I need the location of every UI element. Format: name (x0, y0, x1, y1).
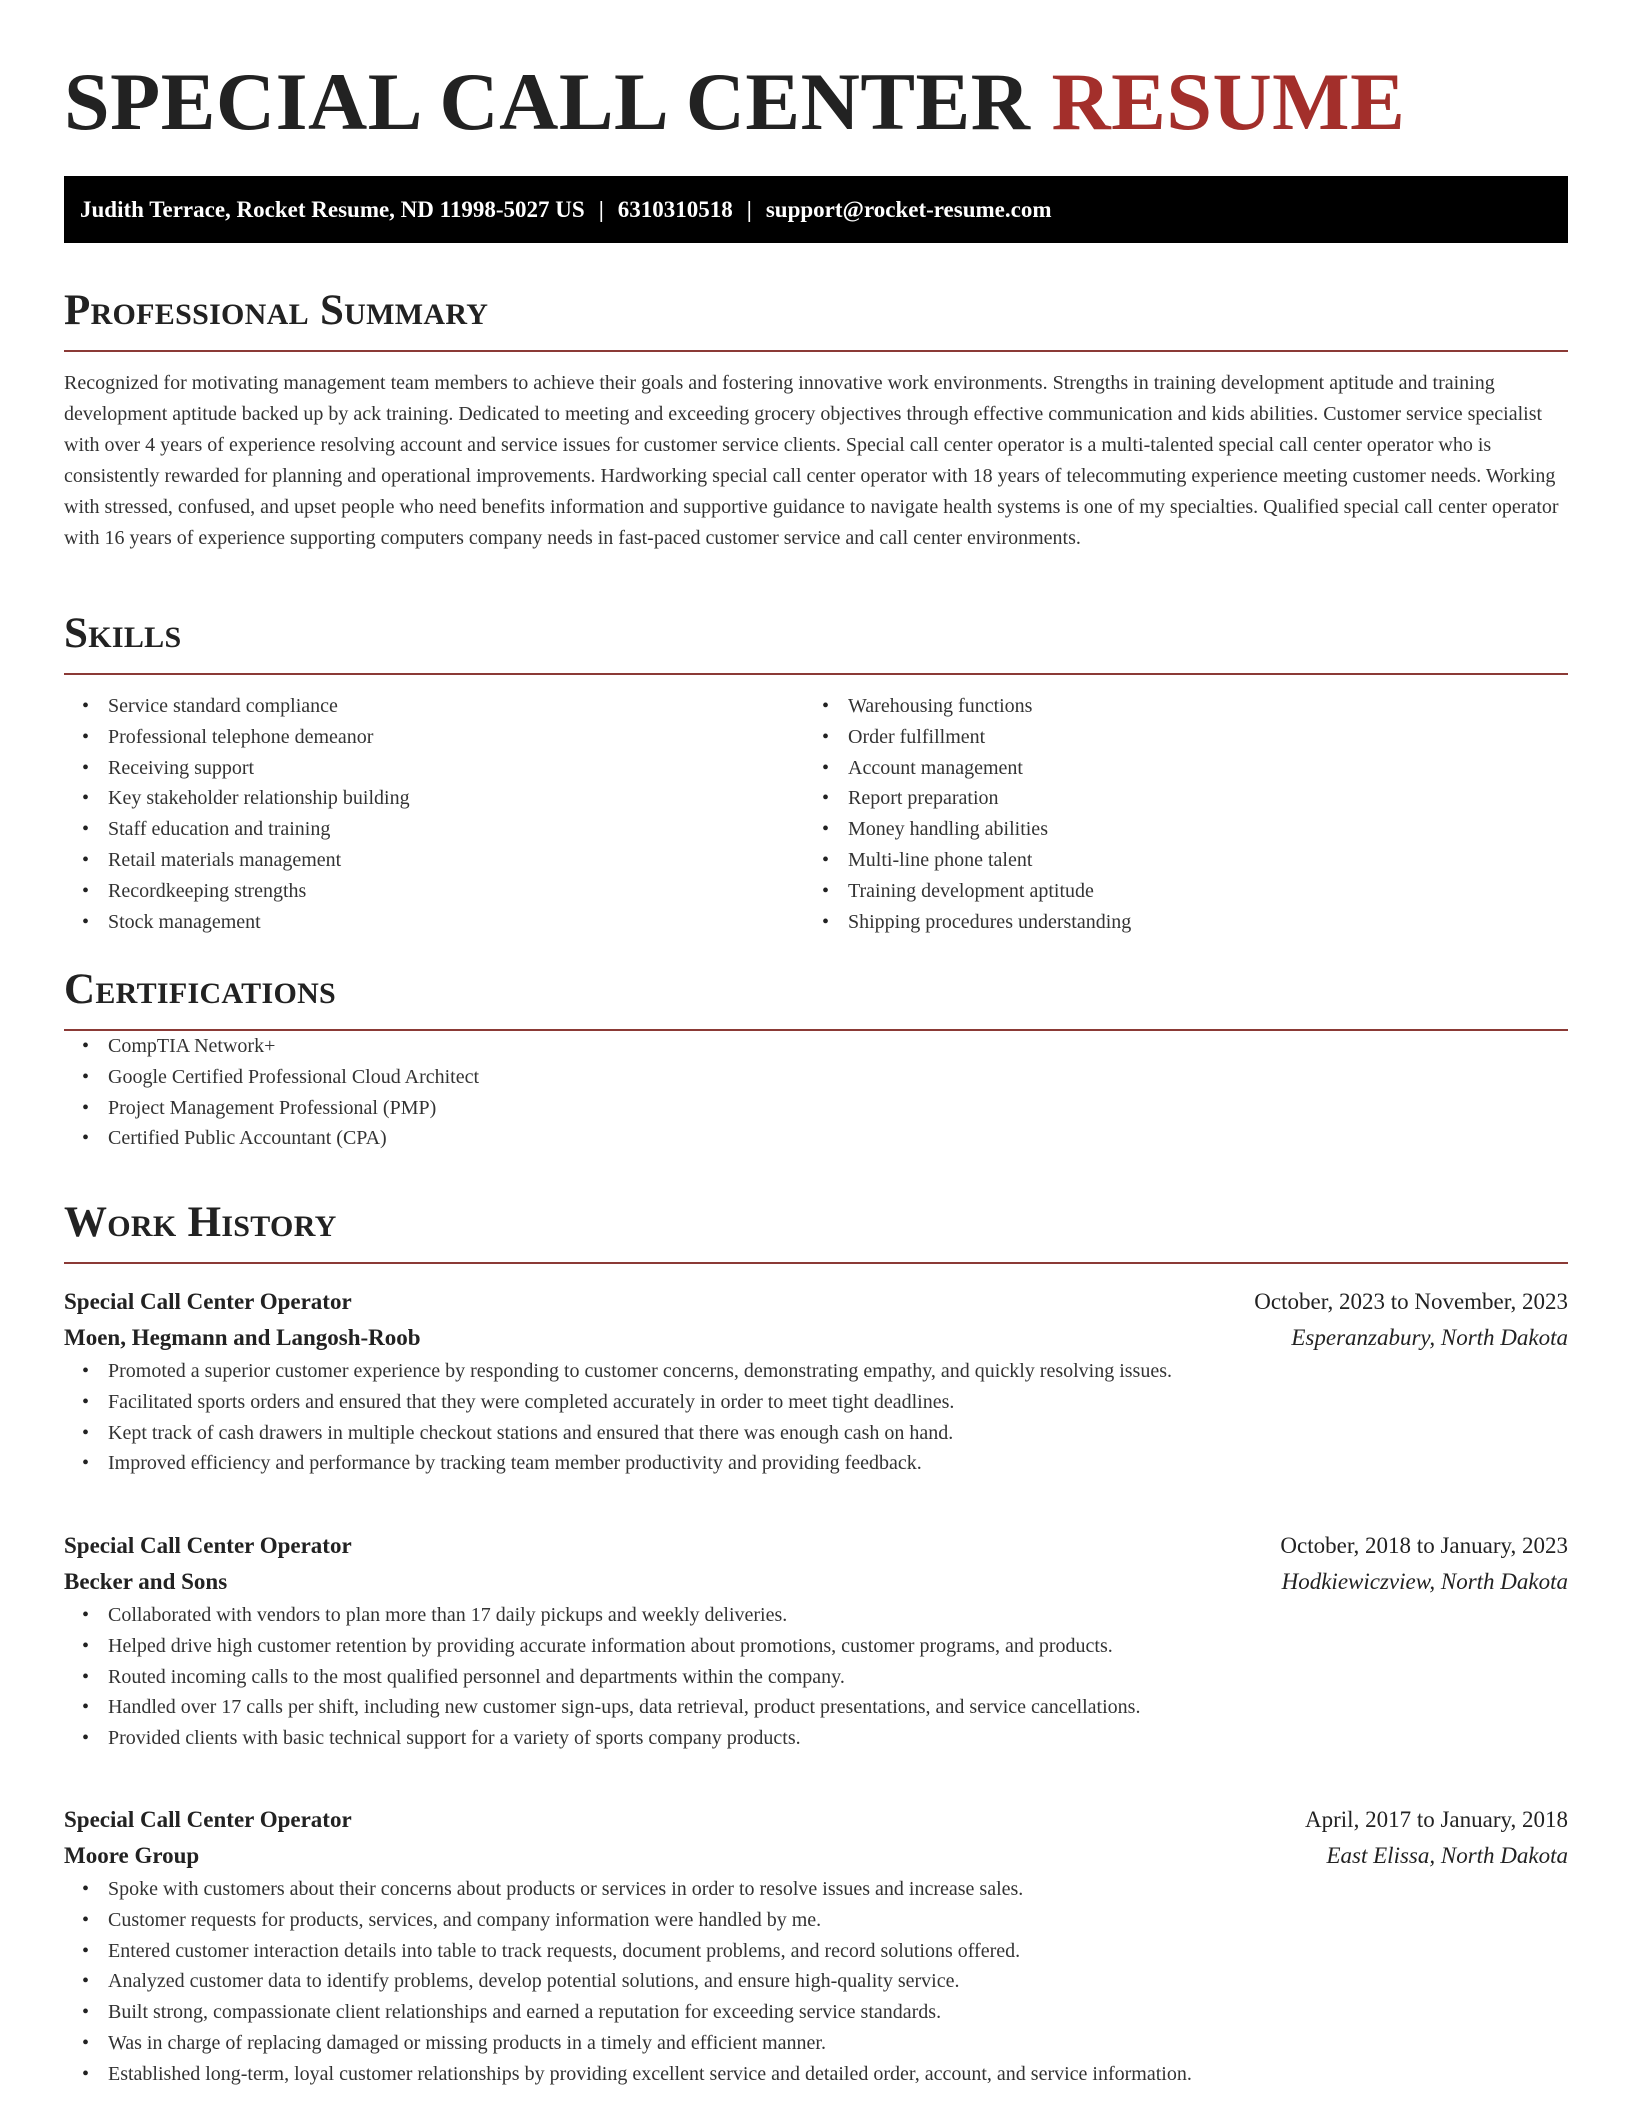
skill-item: • Money handling abilities (804, 814, 1544, 845)
certifications-section (64, 965, 1568, 1154)
job-entry (64, 1528, 1568, 1754)
skill-item: • Order fulfillment (804, 722, 1544, 753)
job-bullet: • Routed incoming calls to the most qualified personnel and departments within the company. (64, 1662, 1568, 1693)
skill-item: • Recordkeeping strengths (64, 876, 804, 907)
work-history-heading: Work History (64, 1198, 1568, 1264)
job-bullet: • Handled over 17 calls per shift, including new customer sign-ups, data retrieval, product presentations, and service cancellations. (64, 1692, 1568, 1723)
skill-item: • Staff education and training (64, 814, 804, 845)
job-company: Becker and Sons (64, 1569, 228, 1594)
resume-title (64, 52, 1405, 152)
job-company: Moen, Hegmann and Langosh-Roob (64, 1325, 421, 1350)
skills-list-left (64, 691, 804, 937)
job-bullet-list (64, 1600, 1568, 1754)
skill-item: • Stock management (64, 907, 804, 938)
job-bullet: • Entered customer interaction details into table to track requests, document problems, and record solutions offered. (64, 1936, 1568, 1967)
job-dates: April, 2017 to January, 2018 (1305, 1807, 1568, 1832)
contact-email: support@rocket-resume.com (765, 196, 1052, 222)
resume-title-accent: RESUME (1051, 56, 1406, 147)
contact-bar (64, 176, 1568, 243)
job-bullet: • Improved efficiency and performance by tracking team member productivity and providing feedback. (64, 1448, 1568, 1479)
job-bullet: • Facilitated sports orders and ensured that they were completed accurately in order to meet tight deadlines. (64, 1387, 1568, 1418)
certification-item: • Project Management Professional (PMP) (64, 1093, 1568, 1124)
job-company-row (64, 1320, 1568, 1356)
job-entry (64, 1284, 1568, 1479)
contact-phone: 6310310518 (617, 196, 733, 222)
job-bullet: • Promoted a superior customer experience by responding to customer concerns, demonstrating empathy, and quickly resolving issues. (64, 1356, 1568, 1387)
job-company-row (64, 1838, 1568, 1874)
job-bullet: • Spoke with customers about their concerns about products or services in order to resolve issues and increase sales. (64, 1874, 1568, 1905)
job-company: Moore Group (64, 1843, 200, 1868)
skills-list-right (804, 691, 1544, 937)
job-dates: October, 2023 to November, 2023 (1254, 1289, 1568, 1314)
skill-item: • Shipping procedures understanding (804, 907, 1544, 938)
skill-item: • Multi-line phone talent (804, 845, 1544, 876)
job-location: East Elissa, North Dakota (1326, 1843, 1568, 1868)
skill-item: • Receiving support (64, 753, 804, 784)
certification-item: • Certified Public Accountant (CPA) (64, 1123, 1568, 1154)
skill-item: • Account management (804, 753, 1544, 784)
contact-separator: | (598, 196, 604, 222)
summary-text: Recognized for motivating management team members to achieve their goals and fostering innovative work environments. Strengths in training development aptitude and training development aptitude backed up by ack training. Dedicated to meeting and exceeding grocery objectives through effective communication and kids abilities. Customer service specialist with over 4 years of experience resolving account and service issues for customer service clients. Special call center operator is a multi-talented special call center operator who is consistently rewarded for planning and operational improvements. Hardworking special call center operator with 18 years of telecommuting experience meeting customer needs. Working with stressed, confused, and upset people who need benefits information and supportive guidance to navigate health systems is one of my specialties. Qualified special call center operator with 16 years of experience supporting computers company needs in fast-paced customer service and call center environments. (64, 372, 1559, 549)
contact-separator: | (746, 196, 752, 222)
job-bullet-list (64, 1874, 1568, 2090)
certifications-list (64, 1031, 1568, 1154)
skill-item: • Key stakeholder relationship building (64, 783, 804, 814)
resume-title-main: SPECIAL CALL CENTER (64, 56, 1052, 147)
job-header-row (64, 1528, 1568, 1564)
job-bullet: • Was in charge of replacing damaged or missing products in a timely and efficient manner. (64, 2028, 1568, 2059)
summary-section (64, 286, 1568, 554)
job-company-row (64, 1564, 1568, 1600)
job-bullet: • Helped drive high customer retention by providing accurate information about promotions, customer programs, and products. (64, 1631, 1568, 1662)
job-title: Special Call Center Operator (64, 1807, 352, 1832)
skill-item: • Service standard compliance (64, 691, 804, 722)
job-title: Special Call Center Operator (64, 1533, 352, 1558)
skills-heading: Skills (64, 609, 1568, 675)
skills-section (64, 609, 1568, 937)
certification-item: • CompTIA Network+ (64, 1031, 1568, 1062)
job-bullet-list (64, 1356, 1568, 1479)
job-bullet: • Established long-term, loyal customer relationships by providing excellent service and detailed order, account, and service information. (64, 2059, 1568, 2090)
job-bullet: • Provided clients with basic technical support for a variety of sports company products. (64, 1723, 1568, 1754)
skill-item: • Training development aptitude (804, 876, 1544, 907)
summary-heading: Professional Summary (64, 286, 1568, 352)
certification-item: • Google Certified Professional Cloud Architect (64, 1062, 1568, 1093)
job-title: Special Call Center Operator (64, 1289, 352, 1314)
skill-item: • Warehousing functions (804, 691, 1544, 722)
job-bullet: • Kept track of cash drawers in multiple checkout stations and ensured that there was enough cash on hand. (64, 1418, 1568, 1449)
job-location: Hodkiewiczview, North Dakota (1281, 1569, 1568, 1594)
skill-item: • Report preparation (804, 783, 1544, 814)
job-bullet: • Customer requests for products, services, and company information were handled by me. (64, 1905, 1568, 1936)
job-location: Esperanzabury, North Dakota (1291, 1325, 1568, 1350)
contact-address: Judith Terrace, Rocket Resume, ND 11998-5027 US (80, 196, 585, 222)
job-bullet: • Collaborated with vendors to plan more than 17 daily pickups and weekly deliveries. (64, 1600, 1568, 1631)
skill-item: • Professional telephone demeanor (64, 722, 804, 753)
job-bullet: • Built strong, compassionate client relationships and earned a reputation for exceeding service standards. (64, 1997, 1568, 2028)
skills-columns (64, 691, 1568, 937)
job-header-row (64, 1802, 1568, 1838)
job-header-row (64, 1284, 1568, 1320)
skill-item: • Retail materials management (64, 845, 804, 876)
job-dates: October, 2018 to January, 2023 (1280, 1533, 1568, 1558)
certifications-heading: Certifications (64, 965, 1568, 1031)
job-entry (64, 1802, 1568, 2090)
job-bullet: • Analyzed customer data to identify problems, develop potential solutions, and ensure high-quality service. (64, 1966, 1568, 1997)
work-history-section (64, 1198, 1568, 1264)
